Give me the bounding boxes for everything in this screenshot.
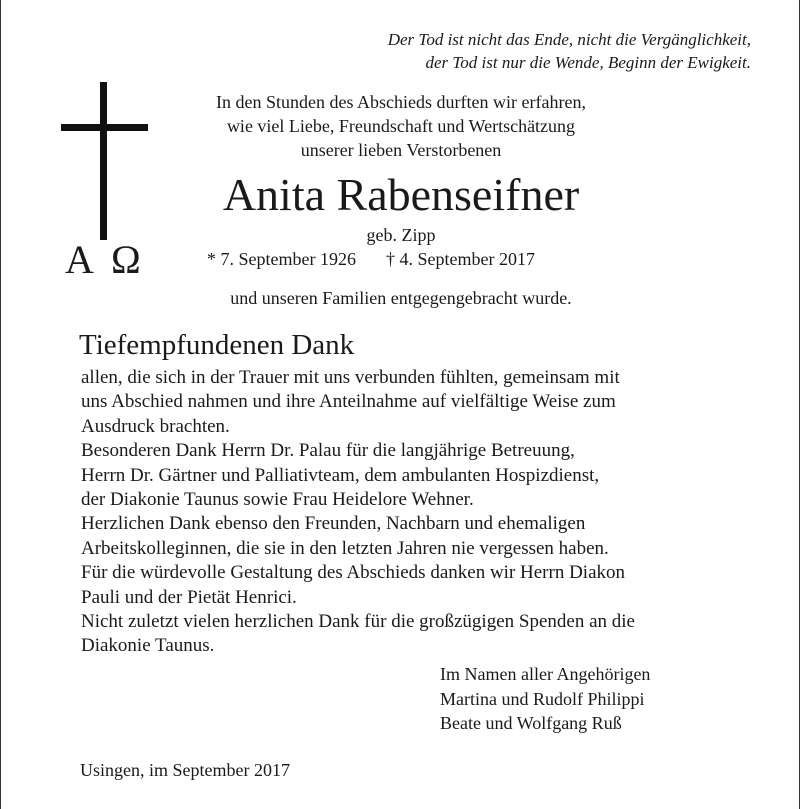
thanks-line: uns Abschied nahmen und ihre Anteilnahme auf vielfältige Weise zum xyxy=(81,391,616,413)
thanks-line: Herrn Dr. Gärtner und Palliativteam, dem ambulanten Hospizdienst, xyxy=(81,464,600,486)
thanks-line: der Diakonie Taunus sowie Frau Heidelore Wehner. xyxy=(81,489,474,511)
life-dates xyxy=(207,247,535,271)
signature-line-1: Im Namen aller Angehörigen xyxy=(440,664,651,684)
thanks-line: Arbeitskolleginnen, die sie in den letzten Jahren nie vergessen haben. xyxy=(81,537,609,559)
thanks-line: Herzlichen Dank ebenso den Freunden, Nachbarn und ehemaligen xyxy=(81,513,586,535)
cross-icon-horizontal-bar xyxy=(61,124,148,131)
thanks-line: Für die würdevolle Gestaltung des Abschieds danken wir Herrn Diakon xyxy=(81,562,626,584)
thanks-line: Nicht zuletzt vielen herzlichen Dank für die großzügigen Spenden an die xyxy=(81,611,635,633)
place-and-date: Usingen, im September 2017 xyxy=(80,760,290,780)
death-date: † 4. September 2017 xyxy=(385,249,535,269)
thanks-line: allen, die sich in der Trauer mit uns verbunden fühlten, gemeinsam mit xyxy=(81,367,620,388)
thanks-line: Ausdruck brachten. xyxy=(81,415,230,437)
omega-symbol: Ω xyxy=(111,237,141,282)
intro-line-1: In den Stunden des Abschieds durften wir erfahren, xyxy=(216,92,586,112)
intro-text xyxy=(151,90,651,162)
signature-line-3: Beate und Wolfgang Ruß xyxy=(440,713,622,733)
signature-line-2: Martina und Rudolf Philippi xyxy=(440,688,645,709)
thanks-body xyxy=(81,366,761,659)
motto-quote xyxy=(231,28,751,74)
motto-line-1: Der Tod ist nicht das Ende, nicht die Vergänglichkeit, xyxy=(387,30,751,49)
motto-line-2: der Tod ist nur die Wende, Beginn der Ewigkeit. xyxy=(425,53,751,72)
alpha-symbol: A xyxy=(65,237,94,282)
birth-name: geb. Zipp xyxy=(366,225,436,245)
signature-block xyxy=(440,662,650,736)
thanks-heading: Tiefempfundenen Dank xyxy=(79,329,355,361)
thanks-line: Diakonie Taunus. xyxy=(81,635,215,657)
intro-line-3: unserer lieben Verstorbenen xyxy=(300,140,502,160)
intro-line-2: wie viel Liebe, Freundschaft und Wertschätzung xyxy=(226,116,576,136)
thanks-line: Pauli und der Pietät Henrici. xyxy=(81,586,297,608)
birth-date: * 7. September 1926 xyxy=(207,249,356,269)
family-line: und unseren Familien entgegengebracht wurde. xyxy=(230,288,572,308)
thanks-line: Besonderen Dank Herrn Dr. Palau für die langjährige Betreuung, xyxy=(81,440,575,462)
deceased-name: Anita Rabenseifner xyxy=(222,169,580,220)
